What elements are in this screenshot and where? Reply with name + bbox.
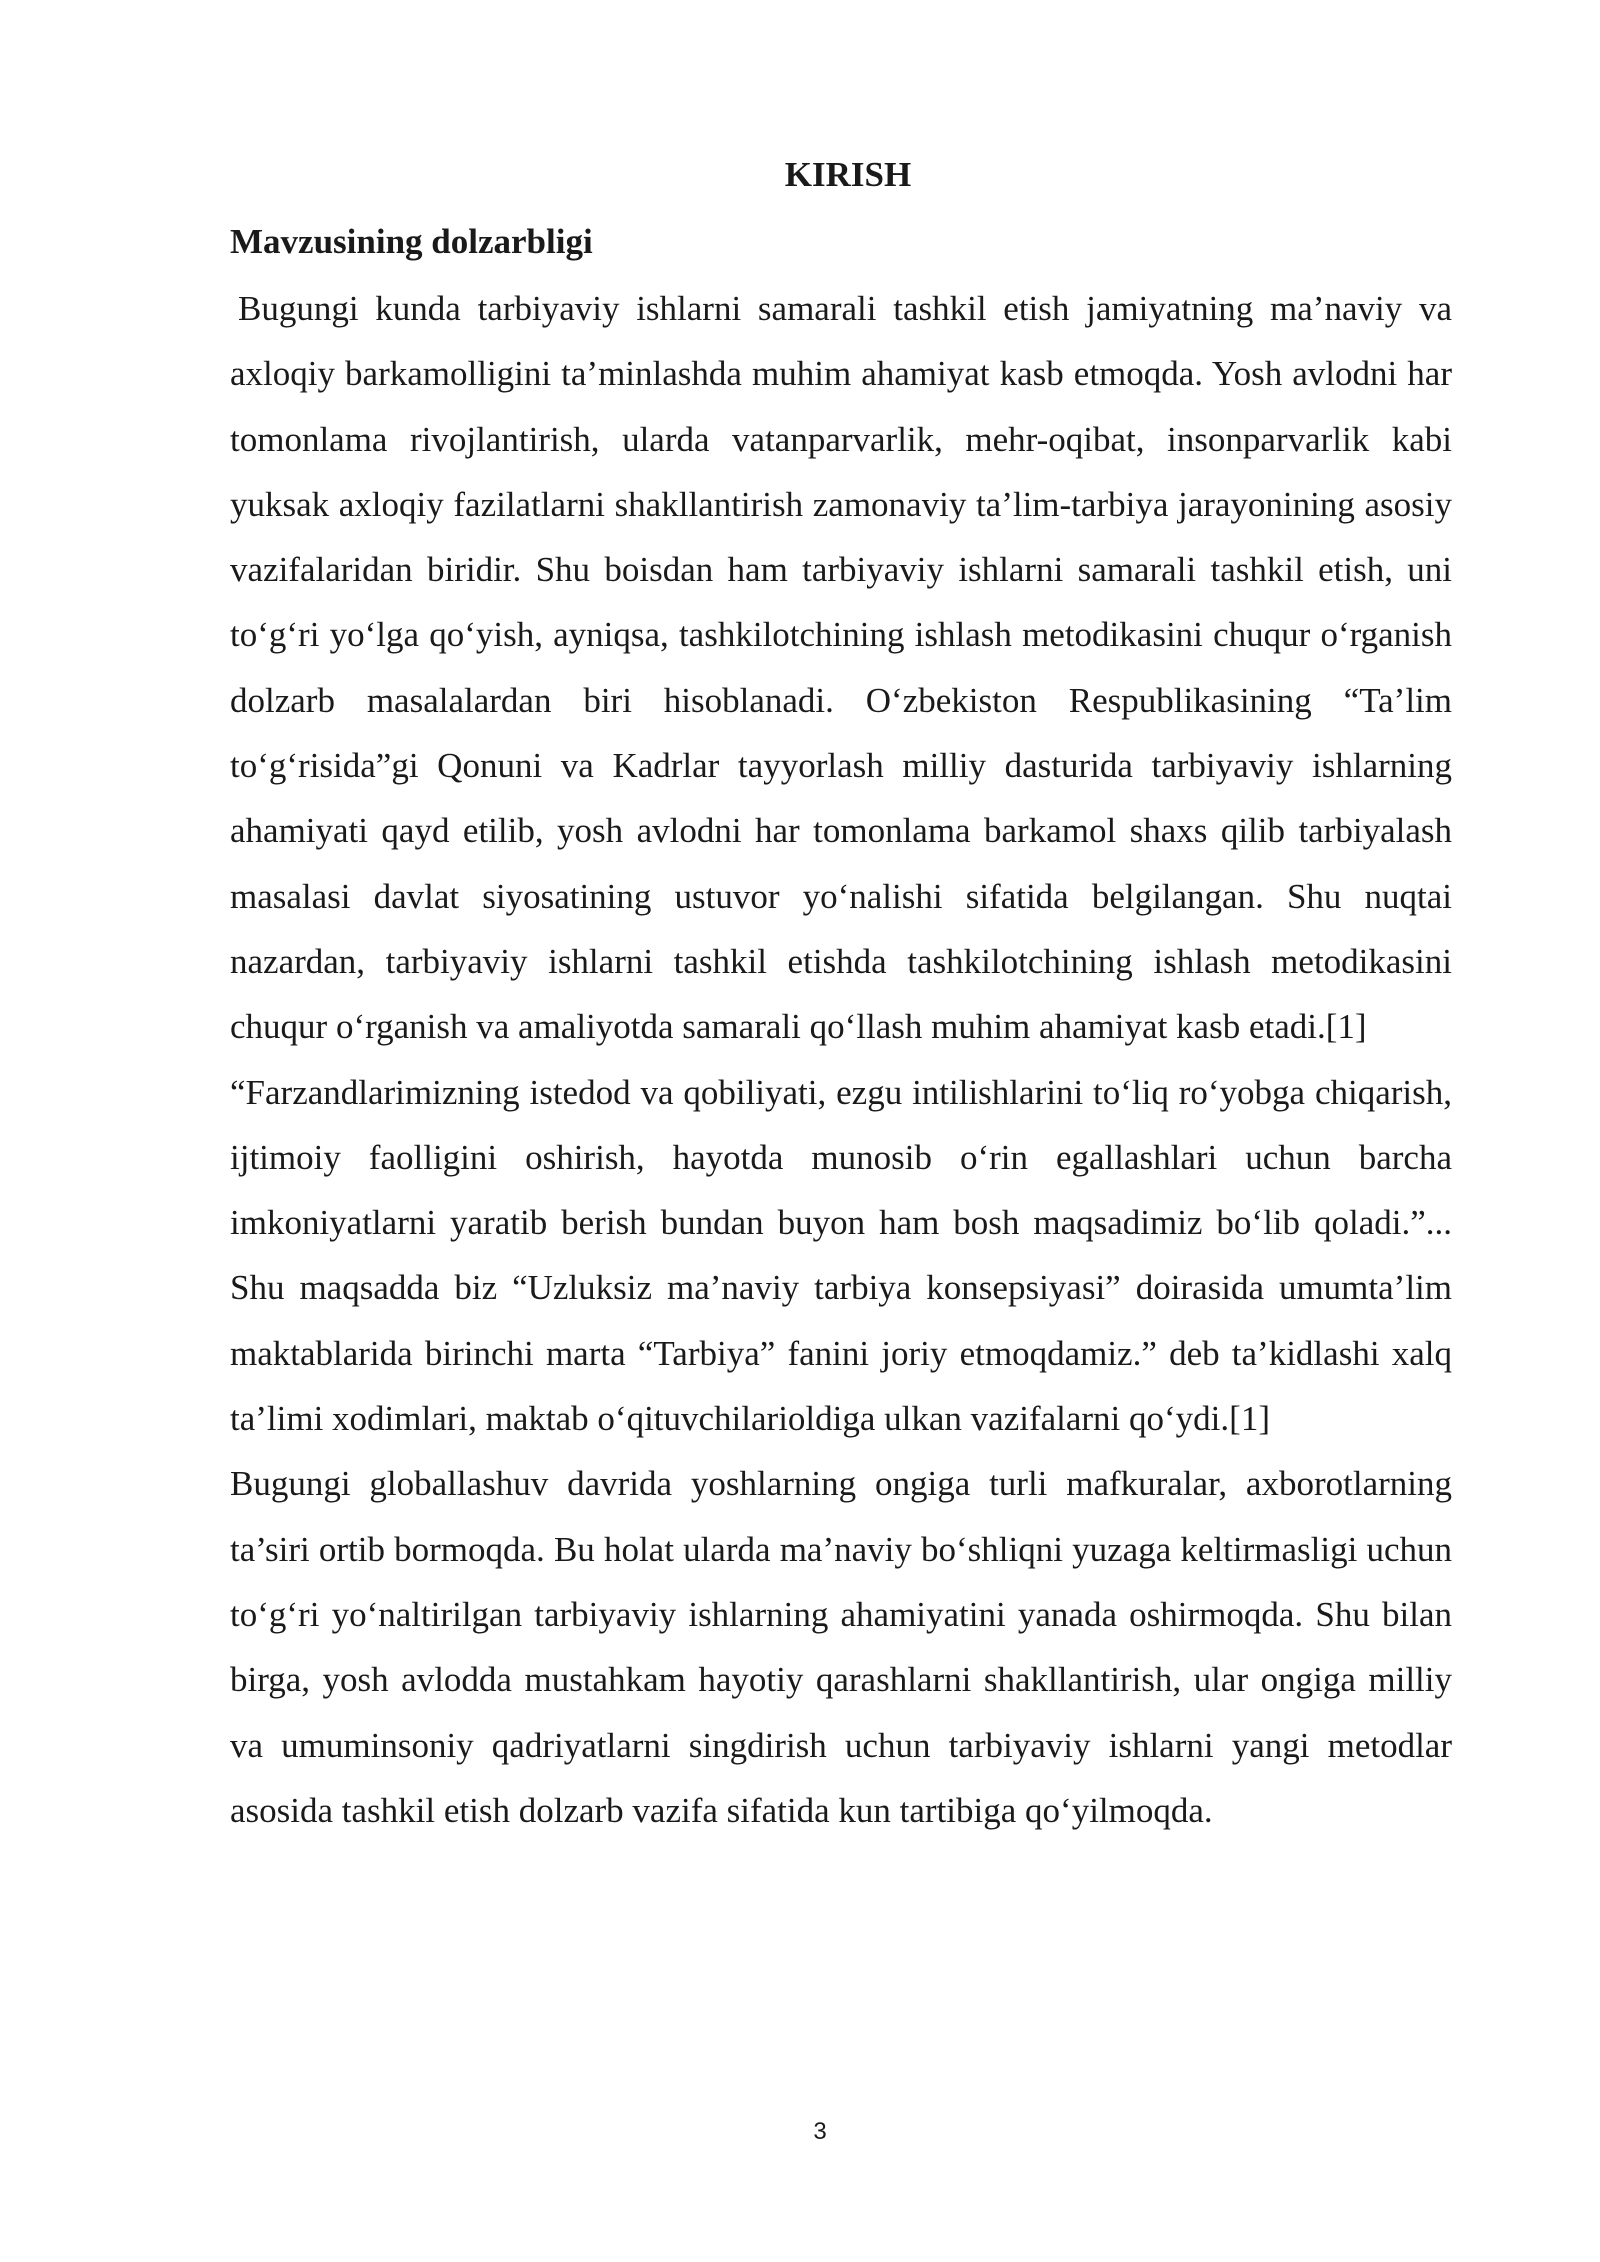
paragraph-3: Bugungi globallashuv davrida yoshlarning ongiga turli mafkuralar, axborotlarning ta’siri ortib bormoqda. Bu holat ularda ma’naviy bo‘shliqni yuzaga keltirmasligi uchun to‘g‘ri yo‘naltirilgan tarbiyaviy ishlarning ahamiyatini yanada oshirmoqda. Shu bilan birga, yosh avlodda mustahkam hayotiy qarashlarni shakllantirish, ular ongiga milliy va umuminsoniy qadriyatlarni singdirish uchun tarbiyaviy ishlarni yangi metodlar asosida tashkil etish dolzarb vazifa sifatida kun tartibiga qo‘yilmoqda. (230, 1464, 1452, 1830)
section-title: KIRISH (784, 155, 912, 194)
document-body (230, 150, 1452, 1843)
paragraph-1: Bugungi kunda tarbiyaviy ishlarni samarali tashkil etish jamiyatning ma’naviy va axloqiy barkamolligini ta’minlashda muhim ahamiyat kasb etmoqda. Yosh avlodni har tomonlama rivojlantirish, ularda vatanparvarlik, mehr-oqibat, insonparvarlik kabi yuksak axloqiy fazilatlarni shakllantirish zamonaviy ta’lim-tarbiya jarayonining asosiy vazifalaridan biridir. Shu boisdan ham tarbiyaviy ishlarni samarali tashkil etish, uni to‘g‘ri yo‘lga qo‘yish, ayniqsa, tashkilotchining ishlash metodikasini chuqur o‘rganish dolzarb masalalardan biri hisoblanadi. O‘zbekiston Respublikasining “Ta’lim to‘g‘risida”gi Qonuni va Kadrlar tayyorlash milliy dasturida tarbiyaviy ishlarning ahamiyati qayd etilib, yosh avlodni har tomonlama barkamol shaxs qilib tarbiyalash masalasi davlat siyosatining ustuvor yo‘nalishi sifatida belgilangan. Shu nuqtai nazardan, tarbiyaviy ishlarni tashkil etishda tashkilotchining ishlash metodikasini chuqur o‘rganish va amaliyotda samarali qo‘llash muhim ahamiyat kasb etadi.[1] (230, 289, 1452, 1047)
paragraph-2: “Farzandlarimizning istedod va qobiliyati, ezgu intilishlarini to‘liq ro‘yobga chiqarish, ijtimoiy faolligini oshirish, hayotda munosib o‘rin egallashlari uchun barcha imkoniyatlarni yaratib berish bundan buyon ham bosh maqsadimiz bo‘lib qoladi.”... Shu maqsadda biz “Uzluksiz ma’naviy tarbiya konsepsiyasi” doirasida umumta’lim maktablarida birinchi marta “Tarbiya” fanini joriy etmoqdamiz.” deb ta’kidlashi xalq ta’limi xodimlari, maktab o‘qituvchilarioldiga ulkan vazifalarni qo‘ydi.[1] (230, 1072, 1452, 1439)
section-subtitle: Mavzusining dolzarbligi (230, 222, 593, 261)
page-number: 3 (813, 2118, 827, 2145)
